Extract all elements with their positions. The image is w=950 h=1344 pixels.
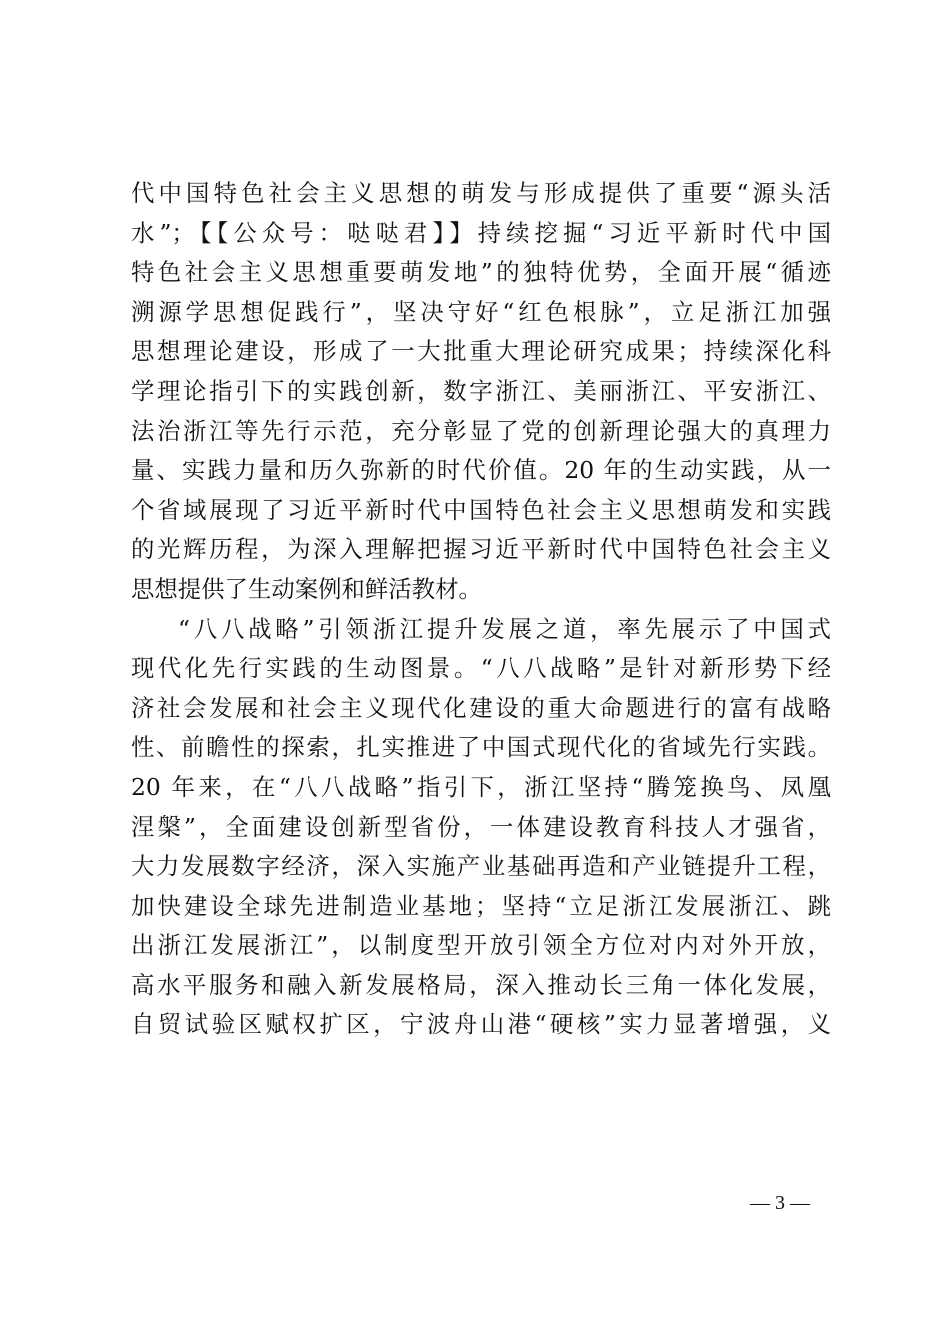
text-line: 加快建设全球先进制造业基地；坚持“立足浙江发展浙江、跳 (131, 891, 831, 920)
text-line: 个省域展现了习近平新时代中国特色社会主义思想萌发和实践 (131, 495, 831, 524)
text-line: 代中国特色社会主义思想的萌发与形成提供了重要“源头活 (131, 179, 831, 207)
page-number: — 3 — (750, 1192, 810, 1214)
text-line: 大力发展数字经济，深入实施产业基础再造和产业链提升工程， (131, 852, 831, 881)
text-line: 法治浙江等先行示范，充分彰显了党的创新理论强大的真理力 (131, 416, 831, 445)
text-line: 高水平服务和融入新发展格局，深入推动长三角一体化发展， (131, 970, 831, 999)
text-line: 溯源学思想促践行”，坚决守好“红色根脉”，立足浙江加强 (131, 297, 831, 326)
text-line: 水”；【【公众号：哒哒君】】持续挖掘“习近平新时代中国 (131, 218, 831, 247)
text-line: 学理论指引下的实践创新，数字浙江、美丽浙江、平安浙江、 (131, 376, 831, 405)
text-line: 现代化先行实践的生动图景。“八八战略”是针对新形势下经 (131, 654, 831, 683)
text-line: 济社会发展和社会主义现代化建设的重大命题进行的富有战略 (131, 693, 831, 722)
body-text (131, 174, 831, 1045)
text-line: 出浙江发展浙江”，以制度型开放引领全方位对内对外开放， (131, 931, 831, 960)
text-line: 自贸试验区赋权扩区，宁波舟山港“硬核”实力显著增强，义 (131, 1010, 831, 1039)
paragraph-start-line: “八八战略”引领浙江提升发展之道，率先展示了中国式 (178, 614, 831, 643)
text-line: 特色社会主义思想重要萌发地”的独特优势，全面开展“循迹 (131, 258, 831, 287)
text-line: 20 年来，在“八八战略”指引下，浙江坚持“腾笼换鸟、凤凰 (131, 772, 831, 801)
paragraph-end-line: 思想提供了生动案例和鲜活教材。 (131, 574, 482, 603)
text-line: 思想理论建设，形成了一大批重大理论研究成果；持续深化科 (131, 337, 831, 366)
text-line: 量、实践力量和历久弥新的时代价值。20 年的生动实践，从一 (131, 456, 831, 485)
text-line: 性、前瞻性的探索，扎实推进了中国式现代化的省域先行实践。 (131, 733, 831, 762)
text-line: 的光辉历程，为深入理解把握习近平新时代中国特色社会主义 (131, 535, 831, 564)
text-line: 涅槃”，全面建设创新型省份，一体建设教育科技人才强省， (131, 812, 831, 841)
